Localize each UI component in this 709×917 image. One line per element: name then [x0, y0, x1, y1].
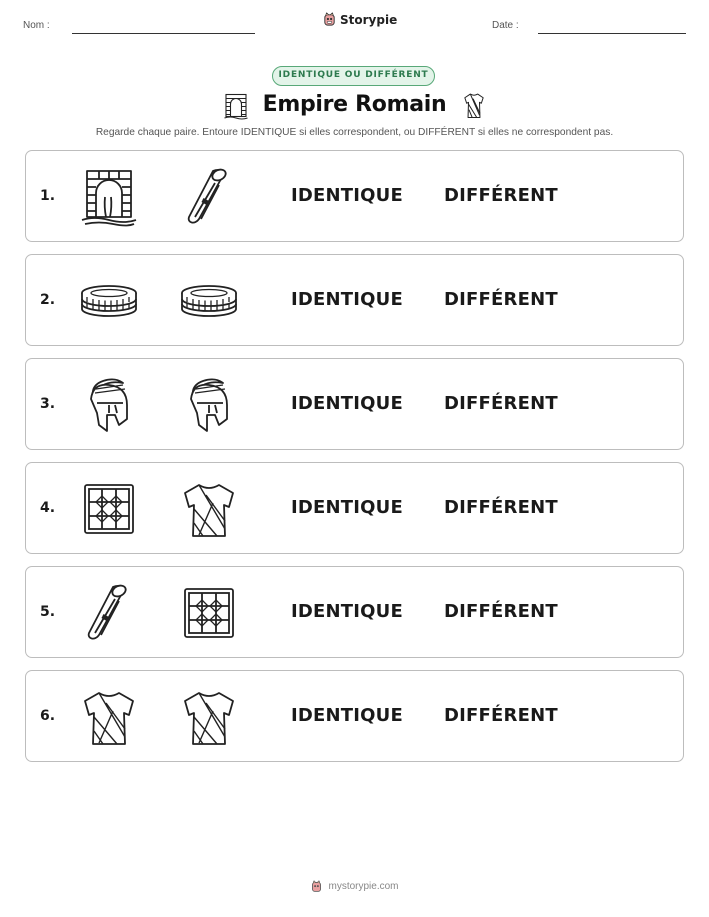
colosseum-icon [179, 271, 239, 331]
exercise-row [25, 670, 684, 762]
aqueduct-arch-icon-svg [79, 167, 139, 227]
scroll-icon [179, 167, 239, 227]
exercise-row [25, 150, 684, 242]
toga-icon-svg [463, 92, 485, 120]
worksheet-header [0, 0, 709, 50]
aqueduct-arch-icon [79, 167, 139, 227]
roman-helmet-icon [79, 375, 139, 435]
brand-name: Storypie [340, 12, 398, 27]
option-identique[interactable]: IDENTIQUE [291, 705, 403, 726]
toga-icon-svg [79, 687, 139, 747]
page-title: Empire Romain [262, 92, 447, 117]
mosaic-tile-icon [79, 479, 139, 539]
row-number: 1. [40, 188, 56, 204]
mosaic-tile-icon-svg [179, 583, 239, 643]
row-number: 4. [40, 500, 56, 516]
scroll-icon [79, 583, 139, 643]
toga-icon [79, 687, 139, 747]
name-field[interactable] [72, 33, 255, 34]
toga-icon [179, 479, 239, 539]
row-number: 5. [40, 604, 56, 620]
exercise-row [25, 254, 684, 346]
exercise-row [25, 566, 684, 658]
exercise-row [25, 462, 684, 554]
date-label: Date : [492, 20, 519, 31]
storypie-mascot-icon [310, 880, 323, 893]
date-field[interactable] [538, 33, 686, 34]
scroll-icon-svg [79, 583, 139, 643]
worksheet-type-badge: IDENTIQUE OU DIFFÉRENT [272, 66, 435, 86]
roman-helmet-icon-svg [79, 375, 139, 435]
option-identique[interactable]: IDENTIQUE [291, 185, 403, 206]
row-number: 6. [40, 708, 56, 724]
row-number: 2. [40, 292, 56, 308]
instructions: Regarde chaque paire. Entoure IDENTIQUE si elles correspondent, ou DIFFÉRENT si elles ne correspondent pas. [95, 127, 614, 138]
toga-icon-svg [179, 687, 239, 747]
roman-helmet-icon [179, 375, 239, 435]
exercise-row [25, 358, 684, 450]
colosseum-icon-svg [79, 271, 139, 331]
option-identique[interactable]: IDENTIQUE [291, 601, 403, 622]
mosaic-tile-icon-svg [79, 479, 139, 539]
brand-logo [322, 12, 397, 27]
option-identique[interactable]: IDENTIQUE [291, 393, 403, 414]
option-different[interactable]: DIFFÉRENT [444, 185, 558, 206]
roman-helmet-icon-svg [179, 375, 239, 435]
colosseum-icon-svg [179, 271, 239, 331]
option-different[interactable]: DIFFÉRENT [444, 393, 558, 414]
footer-url[interactable]: mystorypie.com [328, 881, 399, 892]
title-row [0, 90, 709, 124]
toga-icon [179, 687, 239, 747]
toga-icon [463, 92, 485, 124]
footer [0, 880, 709, 893]
option-identique[interactable]: IDENTIQUE [291, 289, 403, 310]
colosseum-icon [79, 271, 139, 331]
row-number: 3. [40, 396, 56, 412]
option-different[interactable]: DIFFÉRENT [444, 497, 558, 518]
option-identique[interactable]: IDENTIQUE [291, 497, 403, 518]
scroll-icon-svg [179, 167, 239, 227]
storypie-mascot-icon [322, 12, 337, 27]
mosaic-tile-icon [179, 583, 239, 643]
option-different[interactable]: DIFFÉRENT [444, 601, 558, 622]
toga-icon-svg [179, 479, 239, 539]
name-label: Nom : [23, 20, 50, 31]
option-different[interactable]: DIFFÉRENT [444, 289, 558, 310]
option-different[interactable]: DIFFÉRENT [444, 705, 558, 726]
